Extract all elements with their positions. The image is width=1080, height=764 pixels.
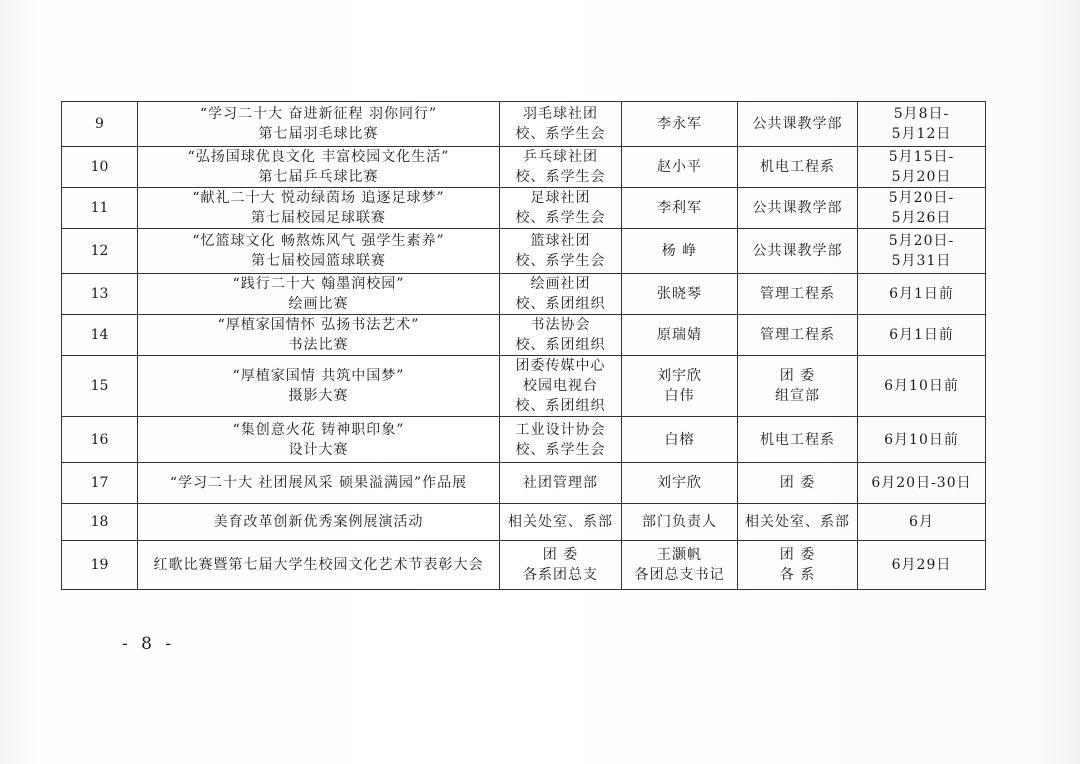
organizer-line: 校、系团组织 [515, 398, 606, 414]
table-row [62, 188, 986, 229]
date-line: 5月31日 [891, 253, 952, 269]
organizer-line: 校、系学生会 [515, 441, 606, 458]
responsible-dept-line: 公共课教学部 [752, 116, 843, 132]
date-cell [858, 102, 986, 147]
organizer-line: 校、系学生会 [515, 126, 606, 142]
date-line: 5月26日 [891, 210, 952, 226]
event-name-line: “践行二十大 翰墨润校园” [232, 276, 405, 292]
table-row [62, 463, 986, 504]
organizer-line: 校、系团组织 [515, 296, 606, 312]
date-line: 5月20日- [888, 190, 955, 206]
row-number-cell: 10 [62, 147, 138, 188]
contact-person-cell [622, 463, 738, 504]
event-name-cell [138, 229, 500, 274]
event-name-line: 美育改革创新优秀案例展演活动 [213, 514, 424, 530]
row-number-cell: 11 [62, 188, 138, 229]
contact-person-line: 刘宇欣 [657, 475, 702, 491]
row-number-cell: 18 [62, 504, 138, 541]
event-name-line: 红歌比赛暨第七届大学生校园文化艺术节表彰大会 [153, 557, 484, 573]
responsible-dept-line: 管理工程系 [760, 327, 835, 343]
contact-person-line: 白榕 [664, 431, 695, 448]
contact-person-line: 赵小平 [657, 159, 702, 175]
responsible-dept-line: 管理工程系 [760, 286, 835, 302]
contact-person-line: 部门负责人 [642, 514, 717, 530]
event-name-cell [138, 463, 500, 504]
contact-person-line: 张晓琴 [657, 286, 702, 302]
row-number-cell: 16 [62, 417, 138, 463]
row-number-cell: 19 [62, 541, 138, 590]
contact-person-cell [622, 504, 738, 541]
contact-person-line: 各团总支书记 [634, 567, 725, 583]
date-cell [858, 188, 986, 229]
responsible-dept-cell [738, 188, 858, 229]
event-name-cell [138, 504, 500, 541]
date-line: 6月 [909, 514, 934, 530]
organizer-line: 各系团总支 [523, 567, 598, 583]
row-number-cell: 15 [62, 356, 138, 417]
event-name-cell [138, 356, 500, 417]
organizer-line: 校、系学生会 [515, 210, 606, 226]
contact-person-line: 白伟 [664, 388, 695, 404]
organizer-cell [500, 356, 622, 417]
contact-person-cell [622, 147, 738, 188]
event-name-line: 摄影大赛 [288, 388, 349, 404]
organizer-line: 校、系学生会 [515, 169, 606, 185]
date-line: 5月8日- [893, 106, 950, 122]
contact-person-line: 原瑞婧 [657, 327, 702, 343]
responsible-dept-line: 团 委 [779, 475, 816, 491]
activity-schedule-table [61, 101, 986, 590]
date-line: 6月1日前 [889, 286, 954, 302]
responsible-dept-cell [738, 356, 858, 417]
organizer-line: 乒乓球社团 [523, 149, 598, 165]
contact-person-cell [622, 102, 738, 147]
table-row [62, 541, 986, 590]
contact-person-cell [622, 356, 738, 417]
contact-person-line: 李永军 [657, 116, 702, 132]
date-cell [858, 417, 986, 463]
organizer-cell [500, 229, 622, 274]
event-name-cell [138, 102, 500, 147]
organizer-line: 书法协会 [530, 317, 591, 333]
organizer-cell [500, 504, 622, 541]
event-name-line: 设计大赛 [288, 441, 349, 458]
responsible-dept-line: 团 委 [779, 547, 816, 563]
contact-person-line: 杨 峥 [661, 243, 698, 259]
contact-person-line: 王灏帆 [657, 547, 702, 563]
date-cell [858, 229, 986, 274]
date-cell [858, 147, 986, 188]
table-row [62, 102, 986, 147]
event-name-line: “厚植家国情怀 弘扬书法艺术” [217, 317, 420, 333]
organizer-cell [500, 274, 622, 315]
organizer-cell [500, 417, 622, 463]
responsible-dept-cell [738, 229, 858, 274]
table-row [62, 147, 986, 188]
date-cell [858, 504, 986, 541]
table-row [62, 504, 986, 541]
event-name-line: 第七届乒乓球比赛 [258, 169, 379, 185]
responsible-dept-line: 机电工程系 [760, 431, 835, 448]
date-line: 6月29日 [891, 557, 952, 573]
responsible-dept-cell [738, 541, 858, 590]
event-name-line: 第七届校园篮球联赛 [251, 253, 386, 269]
responsible-dept-cell [738, 463, 858, 504]
contact-person-cell [622, 188, 738, 229]
table-row [62, 229, 986, 274]
organizer-line: 校园电视台 [523, 378, 598, 394]
responsible-dept-cell [738, 102, 858, 147]
event-name-cell [138, 417, 500, 463]
contact-person-cell [622, 541, 738, 590]
event-name-line: 书法比赛 [288, 337, 349, 353]
event-name-line: “厚植家国情 共筑中国梦” [232, 368, 405, 384]
event-name-cell [138, 274, 500, 315]
event-name-line: “学习二十大 奋进新征程 羽你同行” [199, 106, 438, 122]
organizer-line: 团委传媒中心 [515, 358, 606, 374]
responsible-dept-cell [738, 315, 858, 356]
event-name-cell [138, 147, 500, 188]
table-row [62, 274, 986, 315]
event-name-line: “集创意火花 铸神职印象” [232, 421, 405, 438]
date-line: 6月1日前 [889, 327, 954, 343]
event-name-line: “弘扬国球优良文化 丰富校园文化生活” [187, 149, 450, 165]
date-line: 6月10日前 [884, 431, 959, 448]
contact-person-line: 李利军 [657, 200, 702, 216]
organizer-cell [500, 463, 622, 504]
organizer-cell [500, 102, 622, 147]
contact-person-cell [622, 417, 738, 463]
page-number: - 8 - [122, 634, 176, 654]
date-cell [858, 463, 986, 504]
contact-person-cell [622, 229, 738, 274]
responsible-dept-cell [738, 147, 858, 188]
organizer-line: 校、系团组织 [515, 337, 606, 353]
date-line: 6月10日前 [884, 378, 959, 394]
organizer-line: 团 委 [542, 547, 579, 563]
event-name-line: 绘画比赛 [288, 296, 349, 312]
organizer-line: 校、系学生会 [515, 253, 606, 269]
date-cell [858, 274, 986, 315]
responsible-dept-line: 相关处室、系部 [745, 514, 850, 530]
date-line: 5月12日 [891, 126, 952, 142]
contact-person-line: 刘宇欣 [657, 368, 702, 384]
responsible-dept-line: 公共课教学部 [752, 243, 843, 259]
organizer-line: 足球社团 [530, 190, 591, 206]
responsible-dept-line: 公共课教学部 [752, 200, 843, 216]
organizer-cell [500, 188, 622, 229]
row-number-cell: 9 [62, 102, 138, 147]
date-line: 5月20日- [888, 233, 955, 249]
event-name-cell [138, 315, 500, 356]
event-name-cell [138, 188, 500, 229]
table-row [62, 315, 986, 356]
date-cell [858, 356, 986, 417]
date-cell [858, 315, 986, 356]
event-name-cell [138, 541, 500, 590]
date-line: 6月20日-30日 [871, 475, 972, 491]
organizer-cell [500, 147, 622, 188]
responsible-dept-line: 各 系 [779, 567, 816, 583]
responsible-dept-line: 组宣部 [775, 388, 820, 404]
organizer-line: 工业设计协会 [515, 421, 606, 438]
row-number-cell: 17 [62, 463, 138, 504]
row-number-cell: 14 [62, 315, 138, 356]
event-name-line: 第七届羽毛球比赛 [258, 126, 379, 142]
responsible-dept-cell [738, 274, 858, 315]
organizer-cell [500, 541, 622, 590]
organizer-line: 社团管理部 [523, 475, 598, 491]
row-number-cell: 13 [62, 274, 138, 315]
responsible-dept-line: 机电工程系 [760, 159, 835, 175]
event-name-line: “献礼二十大 悦动绿茵场 追逐足球梦” [192, 190, 445, 206]
contact-person-cell [622, 274, 738, 315]
contact-person-cell [622, 315, 738, 356]
organizer-line: 羽毛球社团 [523, 106, 598, 122]
responsible-dept-cell [738, 504, 858, 541]
responsible-dept-line: 团 委 [779, 368, 816, 384]
row-number-cell: 12 [62, 229, 138, 274]
table-row [62, 417, 986, 463]
table-row [62, 356, 986, 417]
date-line: 5月20日 [891, 169, 952, 185]
organizer-line: 绘画社团 [530, 276, 591, 292]
date-line: 5月15日- [888, 149, 955, 165]
organizer-line: 相关处室、系部 [508, 514, 613, 530]
responsible-dept-cell [738, 417, 858, 463]
event-name-line: “学习二十大 社团展风采 硕果溢满园”作品展 [169, 475, 468, 491]
date-cell [858, 541, 986, 590]
table-body [62, 102, 986, 590]
event-name-line: 第七届校园足球联赛 [251, 210, 386, 226]
event-name-line: “忆篮球文化 畅熬炼风气 强学生素养” [192, 233, 445, 249]
organizer-cell [500, 315, 622, 356]
organizer-line: 篮球社团 [530, 233, 591, 249]
